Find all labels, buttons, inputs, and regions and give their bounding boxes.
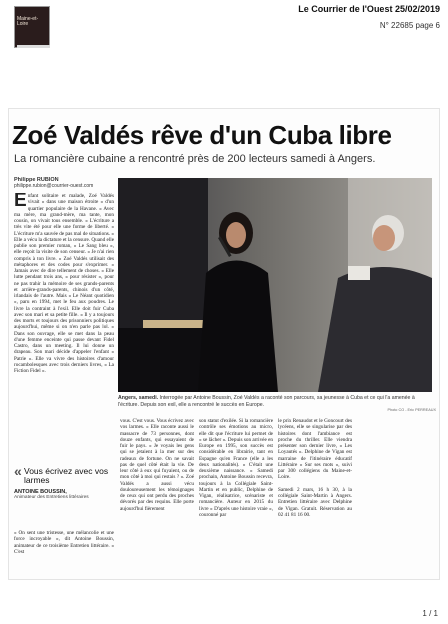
article-title: Zoé Valdés rêve d'un Cuba libre (12, 120, 392, 150)
column-3-text: son statut d'exilée. Si la romancière contrôle ses émotions au micro, elle dit que l'écriture lui permet de « se lâcher ». Depuis son arrivée en Europe en 1995, son succès est considérable en librairie, tant en Espagne qu'en France (elle a les deux nationalités). « C'était une deuxième naissance. » Samedi prochain, Antoine Boussin recevra, toujours à la Collégiale Saint-Martin et en public, Delphine de Vigan, réalisatrice, scénariste et romancière. Auteur en 2015 du livre « D'après une histoire vraie », couronné par (199, 418, 273, 518)
newspaper-thumbnail[interactable] (14, 6, 50, 48)
event-info: Samedi 2 mars, 16 h 30, à la collégiale Saint-Martin à Angers. Entretien littéraire avec Delphine de Vigan. Gratuit. Réservation au 02 41 81 16 00. (278, 486, 352, 518)
photo-caption (118, 395, 432, 408)
caption-text: Interrogée par Antoine Boussin, Zoé Valdés a raconté son parcours, sa jeunesse à Cuba et ce qui l'a amenée à l'écriture. Depuis son exil, elle a rencontré le succès en Europe. (118, 395, 415, 408)
column-1-text: nfant solitaire et malade, Zoé Valdés vivait « dans une maison étroite » d'un quartier populaire de la Havane. « Avec ma mère, ma grand-mère, ma tante, mon cousin, on vivait tous ensemble. » L'écriture a très vite été pour elle une forme de liberté. « L'écriture m'a sauvée de pas mal de situations. » Elle a vécu la dictature et la censure. Quand elle publie son premier roman, « Le Sang bleu », elle reçoit la visite de son censeur. « Je n'ai rien compris à ton livre. » Zoé Valdés utilisait des métaphores et des codes pour s'exprimer. « Jamais avec de dire tellement de choses. » Elle lutte pendant trois ans, « pour résister », pour ne pas trahir la mémoire de ses grands-parents et arrière-grands-parents, chinois d'un côté, irlandais de l'autre. Mais « Le Néant quotidien », paru en 1994, met le feu aux poudres. Le livre la contraint à l'exil. Elle doit fuir Cuba avec son mari et sa petite fille. « Il y a toujours des morts et toujours des prisonniers politiques aujourd'hui, même si on n'en parle pas lol. » Dans son ouvrage, elle se met dans la peau d'une femme enceinte qui passe devant Fidel Castro, dans un meeting. Il lui donne un drapeau. Son mari décide d'appeler l'enfant « Patrie ». Elle va vivre des histoires d'amour rocambolesques avec trois derniers livres, « La Fiction Fidel ». (14, 193, 114, 374)
article-column-1 (14, 193, 114, 463)
photo-credit: Photo CO - Eric PERREAUX (387, 408, 436, 412)
article-column-3 (199, 418, 273, 574)
document-header (298, 4, 440, 30)
publication-date: Le Courrier de l'Ouest 25/02/2019 (298, 4, 440, 14)
page-counter: 1 / 1 (422, 609, 438, 618)
pull-quote (14, 463, 114, 500)
interview-photo-illustration (118, 178, 432, 392)
column-1-end-text: « On sent une tristesse, une mélancolie et une force incroyable », dit Antoine Boussin, animateur de ce troisième Entretien littéraire. « C'est (14, 530, 114, 555)
column-2-text: vous. C'est vous. Vous écrivez avec vos larmes. » Elle raconte aussi le massacre de 73 personnes, dont douze enfants, qui essayaient de fuir le pays. « Je voyais les gens qui se jetaient à la mer sur des radeaux de fortune. On ne savait pas de quel côté était la vie. De leur côté à eux qui fuyaient, ou de mon côté à moi qui restais ? ». Zoé Valdés a aussi vécu douloureusement les témoignages de ceux qui ont perdu des proches dévorés par des requins. Elle porte aujourd'hui fièrement (120, 418, 194, 512)
author-name: Philippe RUBION (14, 177, 59, 183)
caption-lead: Angers, samedi. (118, 395, 159, 401)
byline (14, 177, 93, 189)
article-column-1-end (14, 530, 114, 575)
author-email: philippe.rubion@courrier-ouest.com (14, 183, 94, 189)
thumbnail-shadow (17, 45, 50, 48)
article-subtitle: La romancière cubaine a rencontré près de 200 lecteurs samedi à Angers. (14, 153, 376, 165)
quote-author-role: Animateur des Entretiens littéraires (14, 495, 89, 500)
page-reference: N° 22685 page 6 (379, 21, 440, 30)
article-column-4 (278, 418, 352, 574)
article-column-2 (120, 418, 194, 574)
quote-mark-icon: « (14, 463, 22, 479)
thumbnail-title: Maine-et-Loire (17, 16, 39, 27)
column-4-text: le prix Renaudot et le Goncourt des lycéens, elle se singularise par des histoires dont l'ambiance est proche du thriller. Elle viendra présenter son dernier livre, « Les Loyautés ». Delphine de Vigan est marraine de l'itinéraire éducatif Littéraire « Sur ses mots », suivi par 300 collégiens du Maine-et-Loire. (278, 418, 352, 481)
drop-cap: E (14, 193, 27, 211)
article-photo[interactable] (118, 178, 432, 392)
quote-author: ANTOINE BOUSSIN, (14, 489, 67, 495)
quote-text: Vous écrivez avec vos larmes (24, 466, 109, 485)
